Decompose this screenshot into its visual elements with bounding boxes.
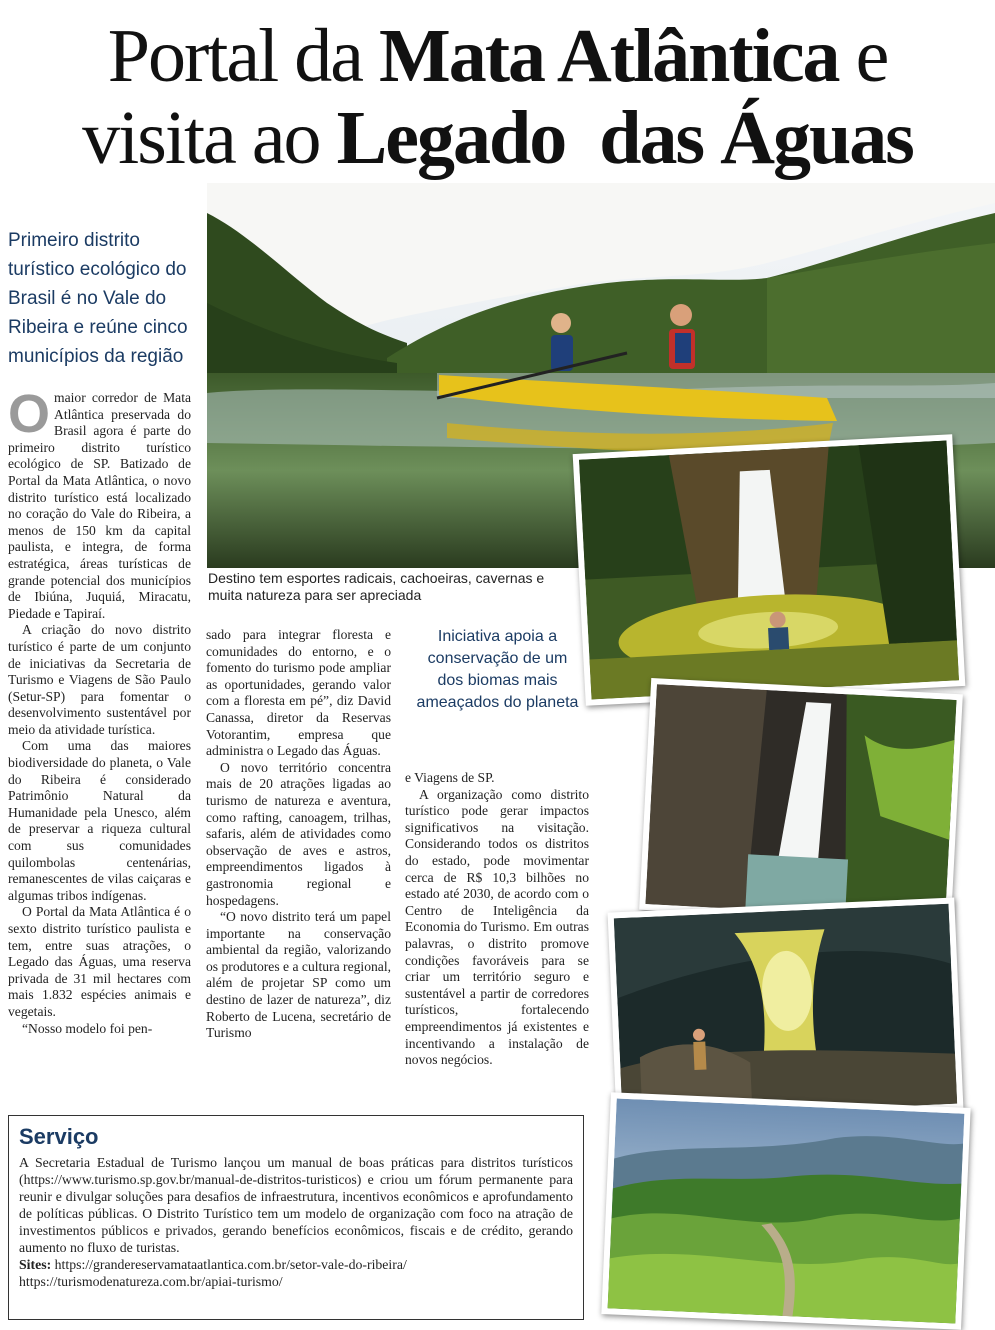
paragraph-text: maior corredor de Mata Atlântica preservada do Brasil agora é parte do primeiro distrito turístico ecológico de SP. Batizado de Portal da Mata Atlântica, o novo distrito turístico está localizado no coração do Vale do Ribeira, a menos de 150 km da capital paulista, e integra, de forma estratégica, áreas turísticas de grande potencial dos municípios de Ibiúna, Juquiá, Miracatu, Piedade e Tapiraí. <box>8 390 191 621</box>
service-text: A Secretaria Estadual de Turismo lançou um manual de boas práticas para distritos turísticos (https://www.turismo.sp.gov.br/manual-de-distritos-turisticos) e criou um fórum permanente para reunir e divulgar soluções para desafios de infraestrutura, incentivos econômicos e aprofundamento de políticas públicas. O Distrito Turístico tem um modelo de organização com foco na atração de investimentos públicos e privados, gerando benefícios econômicos, fiscais e de crédito, gerando aumento no fluxo de turistas. <box>19 1155 573 1255</box>
paragraph: “Nosso modelo foi pen- <box>22 1020 153 1036</box>
canyon-waterfall-photo <box>639 678 963 926</box>
waterfall-photo <box>573 434 966 706</box>
article-column-1 <box>8 384 191 1037</box>
headline-line-1 <box>0 14 995 98</box>
pull-quote: Iniciativa apoia a conservação de um dos biomas mais ameaçados do planeta <box>416 628 579 711</box>
paragraph: A organização como distrito turístico pode gerar impactos significativos na visitação. Considerando todos os distritos do estado, pode movimentar cerca de R$ 10,3 bilhões no estado até 2030, de acordo com o Centro de Inteligência da Economia do Turismo. Em outras palavras, o distrito promove condições favoráveis para se criar um território seguro e sustentável a partir de corredores turísticos, fortalecendo empreendimentos já existentes e incentivando a instalação de novos negócios. <box>405 786 589 1068</box>
service-sites <box>19 1256 573 1290</box>
paragraph: “O novo distrito terá um papel importante na conservação ambiental da região, valorizando os produtores e a cultura regional, além de projetar SP como um destino de lazer de natureza”, diz Roberto de Lucena, secretário de Turismo <box>206 909 391 1041</box>
headline-part: e <box>838 14 888 98</box>
sites-label: Sites: <box>19 1257 52 1272</box>
service-title: Serviço <box>19 1124 99 1149</box>
photo-caption: Destino tem esportes radicais, cachoeiras, cavernas e muita natureza para ser apreciada <box>208 570 545 603</box>
hills-photo <box>601 1092 970 1329</box>
cave-photo <box>608 898 964 1125</box>
paragraph: e Viagens de SP. <box>405 770 495 785</box>
article-column-2 <box>206 627 391 1042</box>
paragraph: O Portal da Mata Atlântica é o sexto distrito turístico paulista e tem, entre suas atrações, o Legado das Águas, uma reserva privada de 31 mil hectares com mais 1.832 espécies animais e vegetais. <box>8 904 191 1019</box>
paragraph: A criação do novo distrito turístico é parte de um conjunto de iniciativas da Secretaria de Turismo e Viagens de São Paulo (Setur-SP) para fomentar o desenvolvimento sustentável por meio da atividade turística. <box>8 622 191 737</box>
article-column-3 <box>405 770 589 1069</box>
paragraph <box>8 384 191 622</box>
paragraph: Com uma das maiores biodiversidade do planeta, o Vale do Ribeira é considerado Patrimônio Natural da Humanidade pela Unesco, além de preservar a riqueza cultural com sus comunidades quilombolas centenárias, remanescentes de vilas caiçaras e algumas tribos indígenas. <box>8 738 191 903</box>
headline-bold: Mata Atlântica <box>378 14 839 98</box>
site-link-1[interactable]: https://grandereservamataatlantica.com.br/setor-vale-do-ribeira/ <box>51 1257 407 1272</box>
paragraph: sado para integrar floresta e comunidades do entorno, e o fomento do turismo pode ampliar as oportunidades, gerando valor com a floresta em pé”, diz David Canassa, diretor da Reservas Votorantim, empresa que administra o Legado das Águas. <box>206 627 391 759</box>
service-box <box>8 1115 584 1320</box>
drop-cap: O <box>8 384 51 444</box>
site-link-2[interactable]: https://turismodenatureza.com.br/apiai-turismo/ <box>19 1274 283 1289</box>
subtitle: Primeiro distrito turístico ecológico do Brasil é no Vale do Ribeira e reúne cinco municípios da região <box>8 230 188 367</box>
headline-line-2 <box>0 96 995 180</box>
headline-part: visita ao <box>82 96 337 180</box>
paragraph: O novo território concentra mais de 20 atrações ligadas ao turismo de natureza e aventura, como rafting, canoagem, trilhas, safaris, além de atividades como observação de aves e astros, empreendimentos ligados à gastronomia regional e hospedagens. <box>206 759 391 908</box>
headline-part: Portal da <box>107 14 379 98</box>
headline-bold: Legado das Águas <box>336 96 913 180</box>
